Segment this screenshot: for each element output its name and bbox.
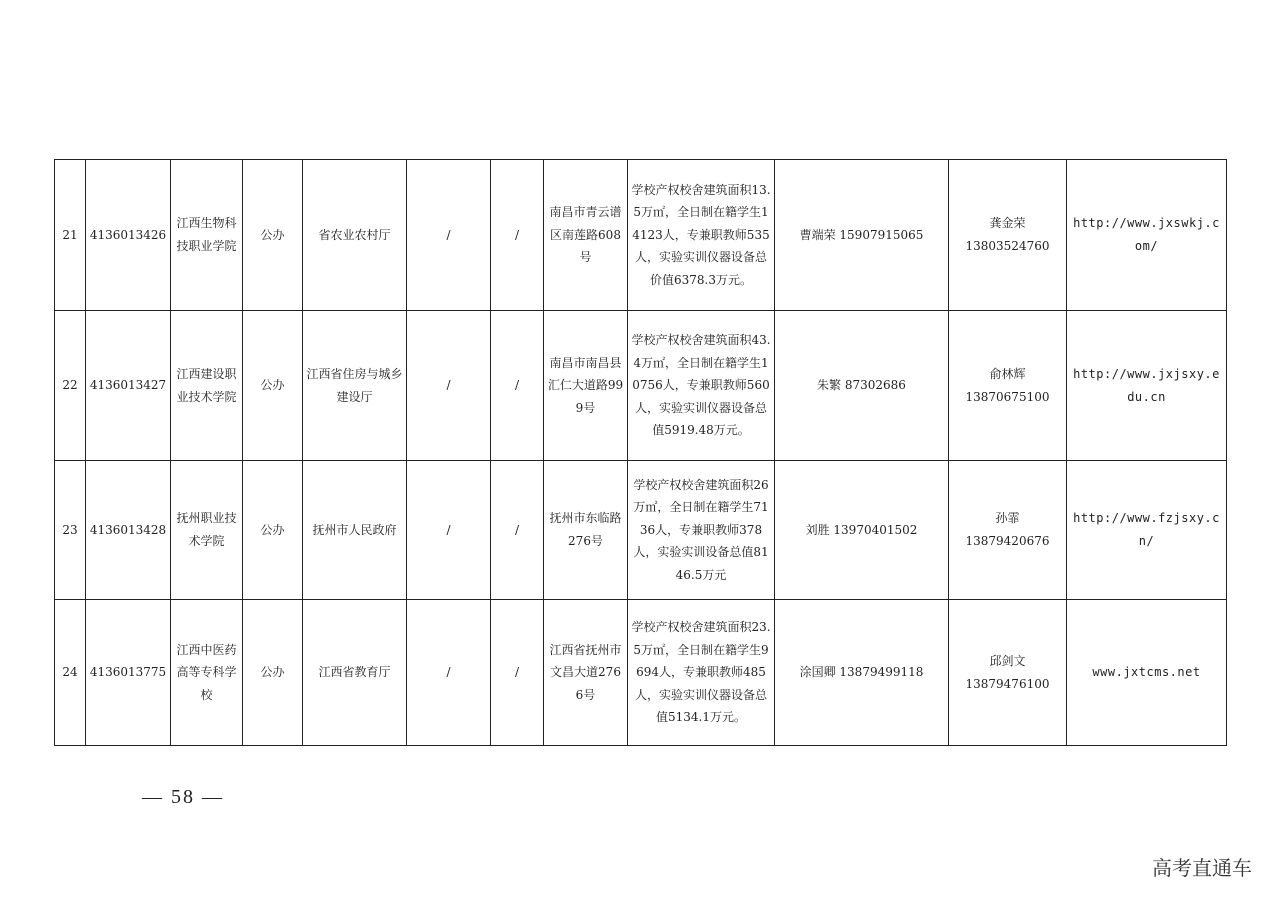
page-number: — 58 —	[142, 786, 224, 808]
school-type-cell: 公办	[243, 461, 303, 600]
conditions-cell: 学校产权校舍建筑面积23.5万㎡，全日制在籍学生9694人，专兼职教师485人，实验实训仪器设备总值5134.1万元。	[628, 600, 775, 746]
school-name-cell: 抚州职业技术学院	[171, 461, 243, 600]
row-number-cell: 21	[55, 160, 86, 311]
school-type-cell: 公办	[243, 160, 303, 311]
authority-cell: 江西省教育厅	[303, 600, 407, 746]
school-type-cell: 公办	[243, 600, 303, 746]
school-code-cell: 4136013775	[86, 600, 171, 746]
table-row	[55, 600, 1227, 746]
head-cell	[949, 160, 1067, 311]
head-name: 俞林辉	[989, 366, 1026, 381]
slash-cell: /	[491, 461, 544, 600]
conditions-cell: 学校产权校舍建筑面积43.4万㎡，全日制在籍学生10756人，专兼职教师560人，实验实训仪器设备总值5919.48万元。	[628, 311, 775, 461]
table-row	[55, 461, 1227, 600]
website-cell: http://www.fzjsxy.cn/	[1067, 461, 1227, 600]
authority-cell: 省农业农村厅	[303, 160, 407, 311]
table-row	[55, 160, 1227, 311]
website-cell: http://www.jxjsxy.edu.cn	[1067, 311, 1227, 461]
contact-cell: 曹端荣 15907915065	[775, 160, 949, 311]
head-phone: 13870675100	[965, 389, 1050, 404]
contact-cell: 刘胜 13970401502	[775, 461, 949, 600]
slash-cell: /	[407, 160, 491, 311]
watermark-logo-text: 高考直通车	[1152, 856, 1252, 880]
head-phone: 13879420676	[965, 534, 1050, 548]
slash-cell: /	[491, 600, 544, 746]
address-cell: 南昌市南昌县汇仁大道路999号	[544, 311, 628, 461]
table-row	[55, 311, 1227, 461]
school-name-cell: 江西建设职业技术学院	[171, 311, 243, 461]
authority-cell: 江西省住房与城乡建设厅	[303, 311, 407, 461]
head-name: 邱剑文	[989, 653, 1026, 668]
slash-cell: /	[407, 311, 491, 461]
head-name: 龚金荣	[989, 216, 1026, 231]
authority-cell: 抚州市人民政府	[303, 461, 407, 600]
address-cell: 南昌市青云谱区南莲路608号	[544, 160, 628, 311]
school-code-cell: 4136013428	[86, 461, 171, 600]
head-phone: 13879476100	[965, 676, 1050, 691]
slash-cell: /	[407, 461, 491, 600]
head-phone: 13803524760	[965, 239, 1050, 253]
school-name-cell: 江西生物科技职业学院	[171, 160, 243, 311]
website-cell: www.jxtcms.net	[1067, 600, 1227, 746]
conditions-cell: 学校产权校舍建筑面积26万㎡，全日制在籍学生7136人，专兼职教师378人，实验实训设备总值8146.5万元	[628, 461, 775, 600]
contact-cell: 朱繁 87302686	[775, 311, 949, 461]
contact-cell: 涂国卿 13879499118	[775, 600, 949, 746]
website-cell: http://www.jxswkj.com/	[1067, 160, 1227, 311]
row-number-cell: 24	[55, 600, 86, 746]
row-number-cell: 23	[55, 461, 86, 600]
slash-cell: /	[491, 311, 544, 461]
school-info-table	[54, 159, 1227, 746]
school-name-cell: 江西中医药高等专科学校	[171, 600, 243, 746]
slash-cell: /	[491, 160, 544, 311]
slash-cell: /	[407, 600, 491, 746]
school-code-cell: 4136013426	[86, 160, 171, 311]
head-cell	[949, 461, 1067, 600]
head-cell	[949, 600, 1067, 746]
address-cell: 江西省抚州市文昌大道2766号	[544, 600, 628, 746]
head-name: 孙霏	[995, 511, 1020, 526]
address-cell: 抚州市东临路276号	[544, 461, 628, 600]
row-number-cell: 22	[55, 311, 86, 461]
school-type-cell: 公办	[243, 311, 303, 461]
school-code-cell: 4136013427	[86, 311, 171, 461]
conditions-cell: 学校产权校舍建筑面积13.5万㎡，全日制在籍学生14123人，专兼职教师535人，实验实训仪器设备总价值6378.3万元。	[628, 160, 775, 311]
head-cell	[949, 311, 1067, 461]
